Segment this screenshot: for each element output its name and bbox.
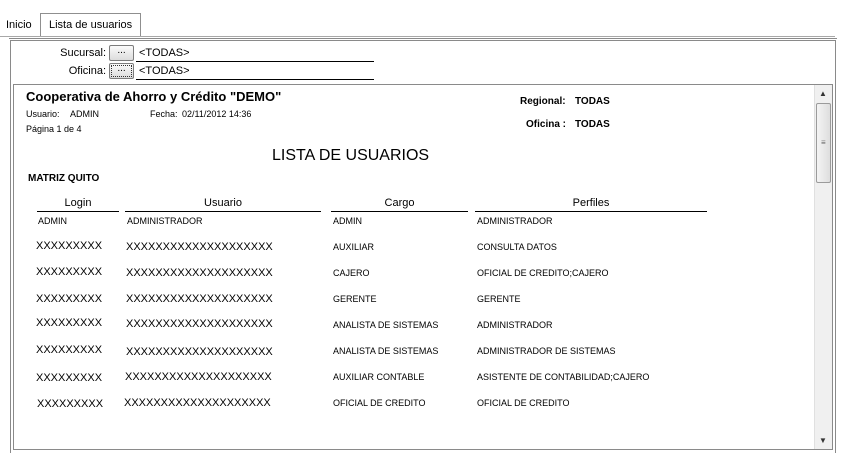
oficina-value: <TODAS> (139, 65, 190, 77)
oficina-header-value: TODAS (575, 119, 610, 130)
section-title: MATRIZ QUITO (28, 173, 100, 184)
usuario-label: Usuario: (26, 109, 60, 119)
row-4-login: XXXXXXXXX (36, 293, 103, 305)
column-underline-cargo (331, 211, 468, 212)
column-header-usuario: Usuario (204, 197, 242, 209)
sucursal-label: Sucursal: (60, 47, 106, 59)
usuario-value: ADMIN (70, 109, 99, 119)
row-7-login: XXXXXXXXX (36, 372, 103, 384)
row-8-login: XXXXXXXXX (37, 398, 104, 410)
scroll-up-arrow-icon[interactable]: ▲ (819, 89, 827, 98)
row-4-cargo: GERENTE (333, 294, 377, 304)
oficina-label: Oficina: (68, 65, 106, 77)
tab-lista-de-usuarios[interactable]: Lista de usuarios (40, 13, 141, 37)
row-7-usuario: XXXXXXXXXXXXXXXXXXXX (125, 371, 272, 383)
column-header-login: Login (64, 197, 92, 209)
row-1-cargo: ADMIN (333, 216, 362, 226)
grip-icon: ≡ (821, 138, 826, 147)
fecha-value: 02/11/2012 14:36 (182, 109, 252, 119)
oficina-filter (11, 63, 381, 81)
regional-value: TODAS (575, 96, 610, 107)
column-header-perfiles: Perfiles (572, 197, 610, 209)
row-7-cargo: AUXILIAR CONTABLE (333, 372, 425, 382)
row-5-login: XXXXXXXXX (36, 317, 103, 329)
row-1-login: ADMIN (38, 216, 67, 226)
sucursal-filter (11, 45, 381, 63)
fecha-label: Fecha: (150, 109, 178, 119)
row-1-perfiles: ADMINISTRADOR (477, 216, 553, 226)
report-title: LISTA DE USUARIOS (272, 147, 430, 164)
oficina-select-button[interactable]: ... (109, 63, 134, 79)
row-2-usuario: XXXXXXXXXXXXXXXXXXXX (126, 241, 273, 253)
tab-divider (0, 36, 835, 37)
row-4-usuario: XXXXXXXXXXXXXXXXXXXX (126, 293, 273, 305)
row-3-cargo: CAJERO (333, 268, 370, 278)
row-1-usuario: ADMINISTRADOR (127, 216, 203, 226)
column-underline-usuario (125, 211, 321, 212)
vertical-scrollbar[interactable] (814, 85, 832, 449)
tab-inicio[interactable]: Inicio (6, 19, 32, 31)
sucursal-underline (136, 61, 374, 62)
row-6-usuario: XXXXXXXXXXXXXXXXXXXX (126, 346, 273, 358)
row-7-perfiles: ASISTENTE DE CONTABILIDAD;CAJERO (477, 372, 650, 382)
row-5-cargo: ANALISTA DE SISTEMAS (333, 320, 439, 330)
page-indicator: Página 1 de 4 (26, 124, 82, 134)
row-8-perfiles: OFICIAL DE CREDITO (477, 398, 570, 408)
row-2-login: XXXXXXXXX (36, 240, 103, 252)
row-3-login: XXXXXXXXX (36, 266, 103, 278)
sucursal-select-button[interactable]: ... (109, 45, 134, 61)
organization-name: Cooperativa de Ahorro y Crédito "DEMO" (26, 89, 282, 104)
row-4-perfiles: GERENTE (477, 294, 521, 304)
column-header-cargo: Cargo (384, 197, 415, 209)
sucursal-value: <TODAS> (139, 47, 190, 59)
row-3-usuario: XXXXXXXXXXXXXXXXXXXX (126, 267, 273, 279)
oficina-underline (136, 79, 374, 80)
row-5-perfiles: ADMINISTRADOR (477, 320, 553, 330)
row-2-cargo: AUXILIAR (333, 242, 375, 252)
report-viewer[interactable] (13, 84, 833, 450)
column-underline-login (37, 211, 119, 212)
row-2-perfiles: CONSULTA DATOS (477, 242, 557, 252)
scroll-down-arrow-icon[interactable]: ▼ (819, 436, 827, 445)
row-3-perfiles: OFICIAL DE CREDITO;CAJERO (477, 268, 609, 278)
scrollbar-thumb[interactable] (816, 103, 831, 183)
column-underline-perfiles (475, 211, 707, 212)
row-8-cargo: OFICIAL DE CREDITO (333, 398, 426, 408)
regional-label: Regional: (520, 96, 566, 107)
row-6-login: XXXXXXXXX (36, 344, 103, 356)
row-6-perfiles: ADMINISTRADOR DE SISTEMAS (477, 346, 616, 356)
row-6-cargo: ANALISTA DE SISTEMAS (333, 346, 439, 356)
tab-bar (0, 0, 844, 36)
row-5-usuario: XXXXXXXXXXXXXXXXXXXX (126, 318, 273, 330)
row-8-usuario: XXXXXXXXXXXXXXXXXXXX (124, 397, 271, 409)
oficina-header-label: Oficina : (526, 119, 567, 130)
